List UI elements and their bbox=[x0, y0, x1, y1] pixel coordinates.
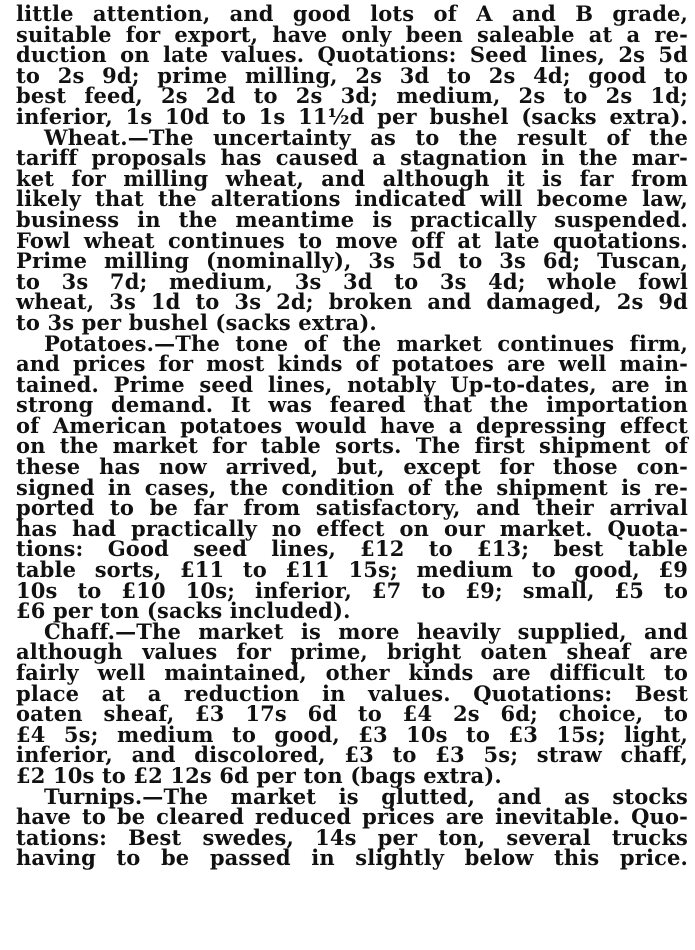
text-line: little attention, and good lots of A and B grade, bbox=[16, 1, 688, 26]
text-line: fairly well maintained, other kinds are difficult to bbox=[16, 660, 688, 685]
text-line: although values for prime, bright oaten sheaf are bbox=[16, 639, 688, 665]
text-line: Turnips.—The market is glutted, and as stocks bbox=[44, 783, 688, 809]
text-line: wheat, 3s 1d to 3s 2d; broken and damaged, 2s 9d bbox=[16, 289, 688, 315]
text-line: these has now arrived, but, except for those con- bbox=[16, 454, 688, 480]
text-line: tations: Best swedes, 14s per ton, several trucks bbox=[16, 824, 688, 850]
text-line: tained. Prime seed lines, notably Up-to-dates, are in bbox=[16, 371, 688, 397]
text-line: duction on late values. Quotations: Seed lines, 2s 5d bbox=[16, 42, 688, 68]
text-line: tariff proposals has caused a stagnation in the mar- bbox=[16, 145, 688, 171]
text-line: Potatoes.—The tone of the market continues firm, bbox=[44, 330, 688, 356]
paragraph-turnips bbox=[16, 783, 688, 871]
text-line: signed in cases, the condition of the shipment is re- bbox=[16, 474, 688, 500]
text-line: business in the meantime is practically suspended. bbox=[16, 206, 688, 232]
text-line: 10s to £10 10s; inferior, £7 to £9; small, £5 to bbox=[16, 577, 688, 603]
text-line: Prime milling (nominally), 3s 5d to 3s 6d; Tuscan, bbox=[16, 248, 688, 274]
paragraph-chaff bbox=[16, 618, 688, 788]
text-line: inferior, and discolored, £3 to £3 5s; straw chaff, bbox=[16, 742, 688, 768]
text-line: Fowl wheat continues to move off at late quotations. bbox=[16, 227, 688, 253]
text-line: oaten sheaf, £3 17s 6d to £4 2s 6d; choice, to bbox=[16, 701, 688, 727]
text-line: suitable for export, have only been saleable at a re- bbox=[16, 21, 688, 47]
text-line: place at a reduction in values. Quotations: Best bbox=[16, 680, 688, 706]
text-line: to 2s 9d; prime milling, 2s 3d to 2s 4d; good to bbox=[16, 62, 688, 88]
text-line: having to be passed in slightly below this price. bbox=[16, 845, 688, 871]
text-line: and prices for most kinds of potatoes are well main- bbox=[16, 351, 688, 377]
text-line: strong demand. It was feared that the importation bbox=[16, 392, 688, 418]
paragraph-oats bbox=[16, 1, 688, 129]
text-line: table sorts, £11 to £11 15s; medium to good, £9 bbox=[16, 557, 688, 583]
text-line: £2 10s to £2 12s 6d per ton (bags extra). bbox=[16, 762, 502, 788]
text-line: ported to be far from satisfactory, and their arrival bbox=[16, 495, 688, 521]
text-line: to 3s per bushel (sacks extra). bbox=[16, 309, 377, 335]
text-line: best feed, 2s 2d to 2s 3d; medium, 2s to 2s 1d; bbox=[16, 83, 688, 109]
text-line: Wheat.—The uncertainty as to the result of the bbox=[44, 124, 688, 150]
text-line: tions: Good seed lines, £12 to £13; best table bbox=[16, 536, 688, 562]
newspaper-column bbox=[16, 1, 688, 871]
text-line: £6 per ton (sacks included). bbox=[16, 598, 351, 624]
text-line: likely that the alterations indicated will become law, bbox=[16, 186, 688, 212]
text-line: has had practically no effect on our market. Quota- bbox=[16, 515, 688, 541]
text-line: of American potatoes would have a depressing effect bbox=[16, 412, 688, 438]
text-line: have to be cleared reduced prices are inevitable. Quo- bbox=[16, 804, 688, 830]
paragraph-wheat bbox=[16, 124, 688, 335]
text-line: inferior, 1s 10d to 1s 11½d per bushel (sacks extra). bbox=[16, 103, 688, 129]
text-line: £4 5s; medium to good, £3 10s to £3 15s; light, bbox=[16, 721, 688, 747]
text-line: to 3s 7d; medium, 3s 3d to 3s 4d; whole fowl bbox=[16, 268, 688, 294]
text-line: Chaff.—The market is more heavily supplied, and bbox=[44, 618, 688, 644]
text-line: ket for milling wheat, and although it is far from bbox=[16, 165, 688, 191]
text-line: on the market for table sorts. The first shipment of bbox=[16, 433, 688, 459]
paragraph-potatoes bbox=[16, 330, 688, 624]
